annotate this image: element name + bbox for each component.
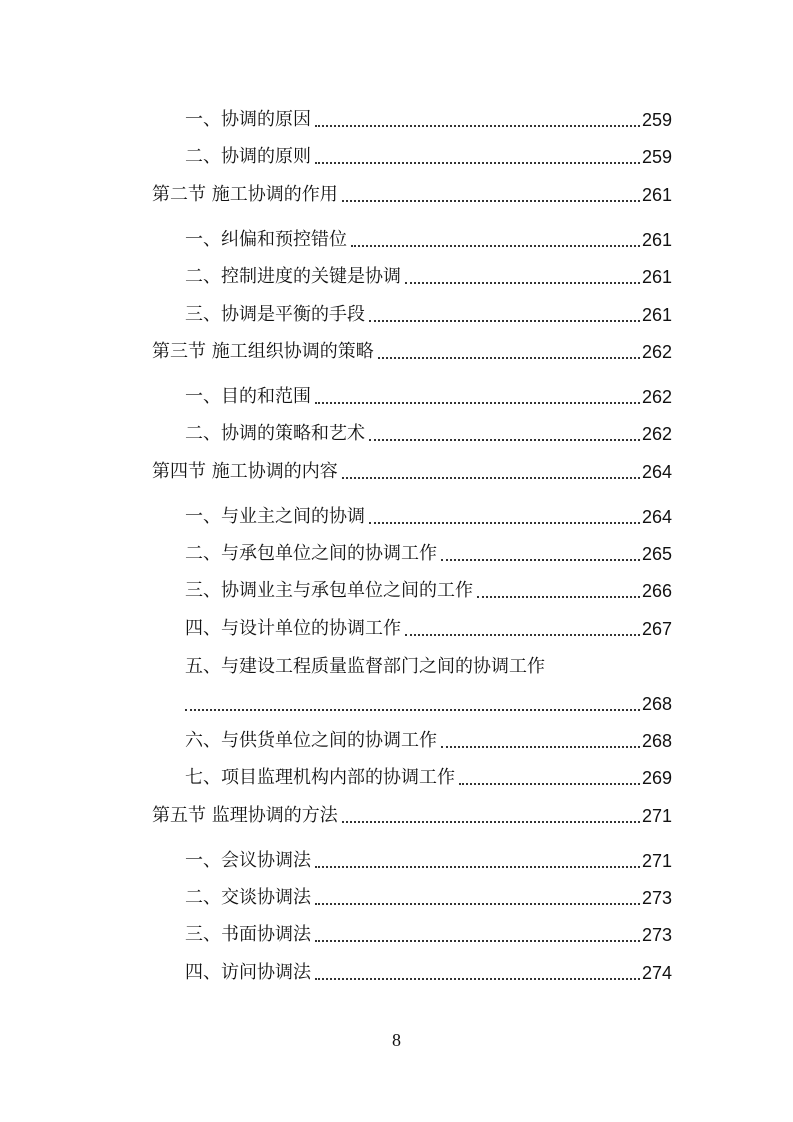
toc-entry-page: 262 (641, 424, 672, 444)
toc-entry[interactable] (185, 691, 672, 717)
toc-entry[interactable] (185, 302, 672, 328)
toc-entry-page: 273 (641, 925, 672, 945)
toc-entry-page: 269 (641, 768, 672, 788)
dot-leader (405, 628, 640, 636)
toc-entry-page: 273 (641, 888, 672, 908)
toc-entry-page: 261 (641, 185, 672, 205)
toc-entry-page: 266 (641, 581, 672, 601)
toc-entry-title: 一、协调的原因 (185, 109, 311, 130)
toc-entry[interactable] (185, 616, 672, 642)
dot-leader (185, 703, 640, 711)
toc-entry-page: 259 (641, 147, 672, 167)
toc-entry[interactable] (185, 107, 672, 133)
toc-entry-title: 二、协调的原则 (185, 146, 311, 167)
toc-section-entry[interactable] (152, 459, 672, 485)
toc-entry[interactable] (185, 885, 672, 911)
toc-entry-title: 第四节 施工协调的内容 (152, 461, 338, 482)
toc-entry-title: 一、会议协调法 (185, 850, 311, 871)
toc-section-entry[interactable] (152, 803, 672, 829)
dot-leader (342, 815, 640, 823)
toc-entry[interactable] (185, 922, 672, 948)
toc-entry-page: 265 (641, 544, 672, 564)
dot-leader (405, 276, 640, 284)
toc-entry[interactable] (185, 264, 672, 290)
dot-leader (369, 433, 640, 441)
dot-leader (477, 590, 640, 598)
toc-entry-title: 四、与设计单位的协调工作 (185, 618, 401, 639)
toc-entry[interactable] (185, 421, 672, 447)
toc-entry-title: 一、与业主之间的协调 (185, 506, 365, 527)
toc-entry-page: 261 (641, 267, 672, 287)
dot-leader (342, 471, 640, 479)
toc-entry-page: 268 (641, 694, 672, 714)
toc-entry-page: 271 (641, 806, 672, 826)
toc-entry-page: 262 (641, 342, 672, 362)
toc-entry[interactable] (185, 578, 672, 604)
toc-entry[interactable] (185, 227, 672, 253)
toc-entry-page: 274 (641, 963, 672, 983)
dot-leader (315, 972, 640, 980)
dot-leader (459, 777, 640, 785)
toc-entry-title: 一、纠偏和预控错位 (185, 229, 347, 250)
toc-entry-page: 261 (641, 305, 672, 325)
dot-leader (315, 934, 640, 942)
toc-entry-title: 六、与供货单位之间的协调工作 (185, 730, 437, 751)
dot-leader (369, 516, 640, 524)
toc-entry[interactable] (185, 728, 672, 754)
dot-leader (315, 860, 640, 868)
dot-leader (369, 314, 640, 322)
toc-entry-page: 264 (641, 462, 672, 482)
toc-entry[interactable] (185, 504, 672, 530)
dot-leader (315, 897, 640, 905)
toc-entry[interactable] (185, 765, 672, 791)
toc-section-entry[interactable] (152, 182, 672, 208)
page-number: 8 (392, 1030, 401, 1050)
toc-entry-title: 三、书面协调法 (185, 924, 311, 945)
dot-leader (441, 740, 640, 748)
toc-entry-title: 一、目的和范围 (185, 386, 311, 407)
toc-entry-title: 二、交谈协调法 (185, 887, 311, 908)
toc-section-entry[interactable] (152, 339, 672, 365)
dot-leader (351, 239, 640, 247)
dot-leader (315, 156, 640, 164)
toc-entry-page: 261 (641, 230, 672, 250)
toc-entry-page: 262 (641, 387, 672, 407)
toc-entry-title[interactable]: 五、与建设工程质量监督部门之间的协调工作 (185, 656, 545, 677)
toc-entry-title: 二、与承包单位之间的协调工作 (185, 543, 437, 564)
toc-entry[interactable] (185, 960, 672, 986)
dot-leader (378, 351, 640, 359)
toc-entry-title: 第二节 施工协调的作用 (152, 184, 338, 205)
toc-entry-page: 267 (641, 619, 672, 639)
dot-leader (441, 553, 640, 561)
dot-leader (315, 119, 640, 127)
toc-entry-title: 第三节 施工组织协调的策略 (152, 341, 374, 362)
toc-entry-title: 四、访问协调法 (185, 962, 311, 983)
toc-entry-page: 271 (641, 851, 672, 871)
toc-entry[interactable] (185, 384, 672, 410)
toc-entry[interactable] (185, 848, 672, 874)
toc-entry-title: 二、控制进度的关键是协调 (185, 266, 401, 287)
toc-entry-page: 268 (641, 731, 672, 751)
toc-entry[interactable] (185, 541, 672, 567)
dot-leader (315, 396, 640, 404)
toc-entry-title: 七、项目监理机构内部的协调工作 (185, 767, 455, 788)
toc-entry-title: 三、协调业主与承包单位之间的工作 (185, 580, 473, 601)
toc-entry-page: 259 (641, 110, 672, 130)
toc-entry-page: 264 (641, 507, 672, 527)
toc-entry-title: 二、协调的策略和艺术 (185, 423, 365, 444)
dot-leader (342, 194, 640, 202)
toc-entry-title: 三、协调是平衡的手段 (185, 304, 365, 325)
toc-entry-title: 第五节 监理协调的方法 (152, 805, 338, 826)
toc-entry[interactable] (185, 144, 672, 170)
